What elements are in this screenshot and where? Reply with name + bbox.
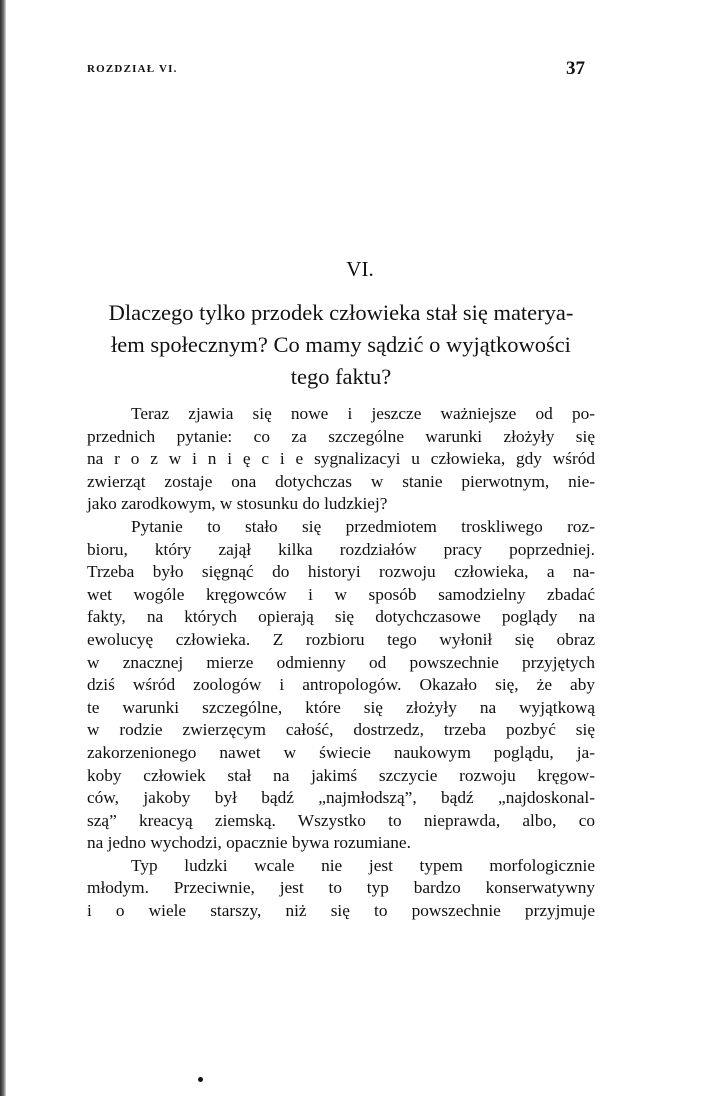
body-line: przednich pytanie: co za szczególne warunki złożyły się <box>87 426 595 446</box>
ink-speck <box>198 1077 203 1082</box>
body-line: dziś wśród zoologów i antropologów. Okazało się, że aby <box>87 675 595 695</box>
body-line: szą” kreacyą ziemską. Wszystko to nieprawda, albo, co <box>87 810 595 830</box>
chapter-title-line: tego faktu? <box>290 364 392 389</box>
body-line: zakorzenionego nawet w świecie naukowym poglądu, ja- <box>87 742 595 762</box>
body-line: bioru, który zajął kilka rozdziałów pracy poprzedniej. <box>87 539 595 559</box>
body-line: ewolucyę człowieka. Z rozbioru tego wyłonił się obraz <box>87 629 595 649</box>
body-line: w znacznej mierze odmienny od powszechnie przyjętych <box>87 652 595 672</box>
body-text <box>87 403 595 923</box>
body-line: Teraz zjawia się nowe i jeszcze ważniejsze od po- <box>131 404 595 423</box>
page-number: 37 <box>566 58 585 79</box>
body-line: wet wogóle kręgowców i w sposób samodzielny zbadać <box>87 584 595 604</box>
body-line: młodym. Przeciwnie, jest to typ bardzo konserwatywny <box>87 878 595 898</box>
body-line: w rodzie zwierzęcym całość, dostrzedz, trzeba pozbyć się <box>87 720 595 740</box>
chapter-title-line: Dlaczego tylko przodek człowieka stał się materya- <box>108 300 574 325</box>
body-line: Typ ludzki wcale nie jest typem morfologicznie <box>131 855 595 875</box>
body-line: Pytanie to stało się przedmiotem troskliwego roz- <box>131 516 595 536</box>
chapter-title <box>87 297 595 393</box>
body-line: fakty, na których opierają się dotychczasowe poglądy na <box>87 607 595 627</box>
body-line: zwierząt zostaje ona dotychczas w stanie pierwotnym, nie- <box>87 471 595 491</box>
body-line: ców, jakoby był bądź „najmłodszą”, bądź „najdoskonal- <box>87 788 595 808</box>
chapter-title-line: łem społecznym? Co mamy sądzić o wyjątkowości <box>111 332 571 357</box>
body-line: Trzeba było sięgnąć do historyi rozwoju człowieka, a na- <box>87 562 595 582</box>
page-binding-edge <box>0 0 6 1096</box>
body-line: te warunki szczególne, które się złożyły na wyjątkową <box>87 697 595 717</box>
chapter-number: VI. <box>346 257 374 281</box>
body-line: jako zarodkowym, w stosunku do ludzkiej? <box>87 494 388 514</box>
body-line: na jedno wychodzi, opacznie bywa rozumiane. <box>87 833 411 853</box>
body-line: koby człowiek stał na jakimś szczycie rozwoju kręgow- <box>87 765 595 785</box>
body-line: na r o z w i n i ę c i e sygnalizacyi u człowieka, gdy wśród <box>87 449 595 469</box>
body-line: i o wiele starszy, niż się to powszechnie przyjmuje <box>87 901 595 921</box>
running-head: ROZDZIAŁ VI. <box>87 63 178 75</box>
